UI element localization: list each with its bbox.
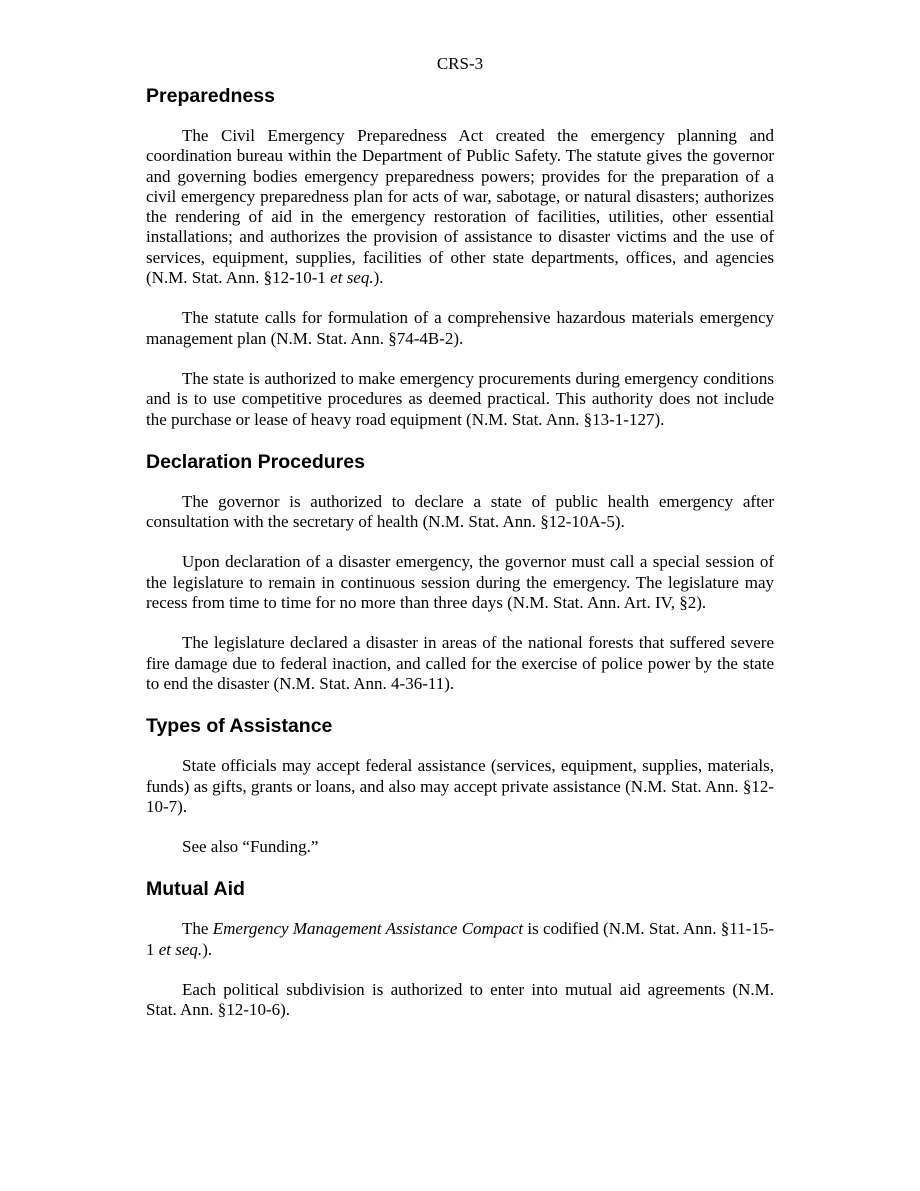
section-declaration-procedures: [146, 450, 774, 694]
paragraph: The statute calls for formulation of a comprehensive hazardous materials emergency management plan (N.M. Stat. Ann. §74-4B-2).: [146, 308, 774, 348]
paragraph: Upon declaration of a disaster emergency, the governor must call a special session of the legislature to remain in continuous session during the emergency. The legislature may recess from time to time for no more than three days (N.M. Stat. Ann. Art. IV, §2).: [146, 552, 774, 613]
paragraph: The legislature declared a disaster in areas of the national forests that suffered severe fire damage due to federal inaction, and called for the exercise of police power by the state to end the disaster (N.M. Stat. Ann. 4-36-11).: [146, 633, 774, 693]
paragraph: See also “Funding.”: [182, 837, 319, 857]
section-types-of-assistance: [146, 714, 774, 857]
page-number: CRS-3: [436, 54, 484, 73]
section-heading: Mutual Aid: [146, 878, 245, 901]
section-preparedness: [146, 84, 774, 430]
paragraph: Each political subdivision is authorized to enter into mutual aid agreements (N.M. Stat. Ann. §12-10-6).: [146, 980, 774, 1020]
paragraph: The Emergency Management Assistance Compact is codified (N.M. Stat. Ann. §11-15-1 et seq.).: [146, 919, 774, 959]
paragraph: State officials may accept federal assistance (services, equipment, supplies, materials, funds) as gifts, grants or loans, and also may accept private assistance (N.M. Stat. Ann. §12-10-7).: [146, 756, 774, 816]
section-heading: Types of Assistance: [146, 715, 333, 738]
section-heading: Declaration Procedures: [146, 450, 365, 473]
paragraph: The governor is authorized to declare a state of public health emergency after consultation with the secretary of health (N.M. Stat. Ann. §12-10A-5).: [146, 491, 774, 532]
section-mutual-aid: [146, 877, 774, 1020]
document-page: [146, 54, 774, 1041]
paragraph: The Civil Emergency Preparedness Act created the emergency planning and coordination bureau within the Department of Public Safety. The statute gives the governor and governing bodies emergency preparedness powers; provides for the preparation of a civil emergency preparedness plan for acts of war, sabotage, or natural disasters; authorizes the rendering of aid in the emergency restoration of facilities, utilities, other essential installations; and authorizes the provision of assistance to disaster victims and the use of services, equipment, supplies, facilities of other state departments, offices, and agencies (N.M. Stat. Ann. §12-10-1 et seq.).: [146, 126, 774, 288]
section-heading: Preparedness: [146, 85, 275, 107]
paragraph: The state is authorized to make emergency procurements during emergency conditions and is to use competitive procedures as deemed practical. This authority does not include the purchase or lease of heavy road equipment (N.M. Stat. Ann. §13-1-127).: [146, 368, 774, 429]
